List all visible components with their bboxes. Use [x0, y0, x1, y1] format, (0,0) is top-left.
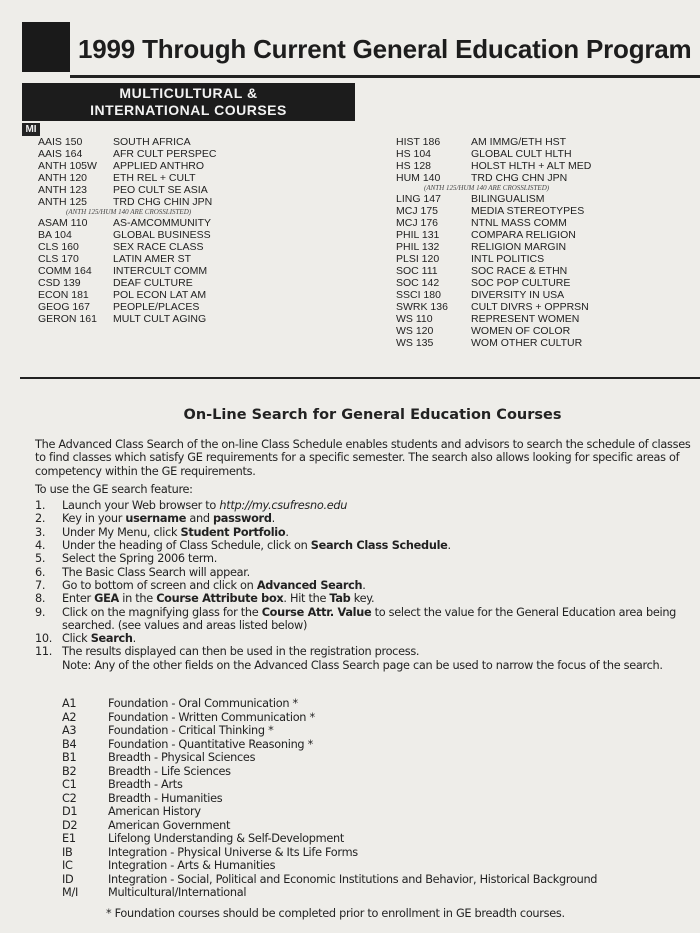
course-title: INTERCULT COMM [113, 265, 208, 277]
ge-code-row [62, 819, 597, 833]
step-item [35, 606, 700, 633]
course-code: LING 147 [396, 193, 441, 205]
ge-area-description: Foundation - Written Communication * [108, 710, 315, 724]
course-title: MEDIA STEREOTYPES [471, 205, 585, 217]
step-number: 5. [35, 552, 46, 566]
course-code: MCJ 175 [396, 205, 439, 217]
ge-area-description: Multicultural/International [108, 886, 247, 899]
course-title: GLOBAL BUSINESS [113, 229, 211, 241]
step-text-segment: Select the Spring 2006 term. [62, 552, 217, 566]
course-title: SOUTH AFRICA [113, 136, 191, 148]
section-divider [20, 377, 700, 379]
ge-code-row [62, 738, 597, 752]
course-code: ANTH 125 [38, 196, 88, 208]
ge-code-row [62, 778, 597, 792]
bold-term: username [125, 512, 187, 526]
ge-code-row [62, 846, 597, 860]
course-title: PEOPLE/PLACES [113, 301, 200, 313]
bold-term: password [213, 512, 272, 526]
course-row [396, 241, 591, 253]
ge-area-description: American Government [108, 818, 231, 832]
ge-code: D1 [62, 805, 78, 818]
step-text-segment: . [285, 525, 289, 539]
course-row [396, 325, 591, 337]
step-number: 4. [35, 539, 46, 553]
step-text-segment: Enter [62, 592, 95, 606]
step-item [35, 526, 700, 539]
crosslist-note: (ANTH 125/HUM 140 ARE CROSSLISTED) [66, 208, 192, 216]
crosslist-note: (ANTH 125/HUM 140 ARE CROSSLISTED) [424, 184, 550, 192]
course-row [396, 301, 591, 313]
ge-code-row [62, 765, 597, 779]
course-title: GLOBAL CULT HLTH [471, 148, 572, 160]
course-row [38, 229, 216, 241]
ge-code-list [62, 697, 597, 900]
step-text [62, 579, 366, 592]
step-item [35, 552, 700, 565]
step-text-segment: . [447, 539, 451, 553]
course-code: CSD 139 [38, 277, 81, 289]
lead-text: To use the GE search feature: [35, 482, 193, 496]
step-text-segment: Click [62, 632, 91, 646]
course-row [396, 253, 591, 265]
course-title: WOM OTHER CULTUR [471, 337, 583, 349]
ge-area-description: Integration - Arts & Humanities [108, 859, 276, 872]
course-title: INTL POLITICS [471, 253, 545, 265]
course-title: NTNL MASS COMM [471, 217, 567, 229]
course-title: SOC RACE & ETHN [471, 265, 568, 277]
step-item [35, 499, 700, 512]
course-code: HS 128 [396, 160, 432, 172]
course-code: HS 104 [396, 148, 432, 160]
ge-area-description: Breadth - Life Sciences [108, 764, 231, 778]
ge-code: A2 [62, 710, 77, 724]
course-title: APPLIED ANTHRO [113, 160, 205, 172]
ge-area-description: Foundation - Critical Thinking * [108, 724, 274, 737]
step-number: 2. [35, 512, 46, 526]
bold-term: Advanced Search [256, 578, 363, 592]
step-number: 9. [35, 605, 46, 619]
course-title: SOC POP CULTURE [471, 277, 571, 289]
course-code: BA 104 [38, 229, 72, 241]
course-code: SSCI 180 [396, 289, 441, 301]
bold-term: Tab [329, 592, 351, 606]
step-text-segment: Key in your [62, 512, 126, 526]
course-title: COMPARA RELIGION [471, 229, 576, 241]
step-text-segment: in the [118, 592, 157, 606]
course-row [38, 313, 216, 325]
course-title: DIVERSITY IN USA [471, 289, 565, 301]
ge-code: B2 [62, 764, 77, 778]
step-text-segment: The Basic Class Search will appear. [62, 565, 250, 579]
course-code: MCJ 176 [396, 217, 439, 229]
step-text-segment: Under the heading of Class Schedule, click on [62, 539, 311, 553]
step-number: 11. [35, 645, 53, 659]
step-item [35, 539, 700, 552]
step-text [62, 645, 419, 658]
title-rule [70, 75, 700, 78]
ge-area-description: Breadth - Arts [108, 778, 183, 791]
step-text-segment: Click on the magnifying glass for the [62, 605, 262, 619]
ge-area-description: Integration - Physical Universe & Its Life Forms [108, 845, 358, 859]
ge-code: B1 [62, 751, 77, 764]
course-code: GERON 161 [38, 313, 97, 325]
course-row [396, 205, 591, 217]
course-title: MULT CULT AGING [113, 313, 207, 325]
course-code: SOC 142 [396, 277, 440, 289]
bold-term: Search Class Schedule [310, 539, 448, 553]
ge-code-row [62, 832, 597, 846]
course-code: ECON 181 [38, 289, 89, 301]
course-code: AAIS 164 [38, 148, 83, 160]
step-text [62, 606, 700, 633]
step-text [62, 526, 289, 539]
step-number: 3. [35, 525, 46, 539]
course-code: PHIL 131 [396, 229, 440, 241]
banner-line-2: INTERNATIONAL COURSES [90, 102, 287, 118]
course-row [38, 136, 216, 148]
course-title: TRD CHG CHIN JPN [113, 196, 213, 208]
step-text-segment: . Hit the [283, 592, 330, 606]
course-code: WS 110 [396, 313, 433, 325]
ge-area-description: Lifelong Understanding & Self-Development [108, 832, 345, 845]
course-title: AFR CULT PERSPEC [113, 148, 217, 160]
course-code: ASAM 110 [38, 217, 88, 229]
course-row [38, 253, 216, 265]
course-row [38, 172, 216, 184]
course-title: AS-AMCOMMUNITY [113, 217, 211, 229]
banner-line-1: MULTICULTURAL & [119, 85, 258, 101]
search-heading: On-Line Search for General Education Courses [183, 407, 562, 423]
ge-area-description: Integration - Social, Political and Economic Institutions and Behavior, Historical Background [108, 872, 598, 886]
step-number: 7. [35, 578, 46, 592]
course-title: AM IMMG/ETH HST [471, 136, 567, 148]
course-row [38, 301, 216, 313]
ge-code-row [62, 751, 597, 765]
course-title: LATIN AMER ST [113, 253, 191, 265]
step-text [62, 512, 275, 525]
ge-code: C2 [62, 791, 77, 805]
ge-code-row [62, 792, 597, 806]
step-item [35, 632, 700, 645]
ge-code-row [62, 697, 597, 711]
course-code: PLSI 120 [396, 253, 440, 265]
step-text [62, 592, 374, 605]
ge-code: ID [62, 872, 74, 886]
course-title: HOLST HLTH + ALT MED [471, 160, 592, 172]
step-text-segment: . [132, 632, 136, 646]
bold-term: Student Portfolio [180, 525, 286, 539]
step-number: 10. [35, 632, 53, 646]
left-course-list [38, 136, 216, 325]
course-code: HUM 140 [396, 172, 441, 184]
course-title: POL ECON LAT AM [113, 289, 207, 301]
course-row [396, 277, 591, 289]
ge-code: E1 [62, 832, 76, 845]
ge-code-row [62, 724, 597, 738]
step-number: 6. [35, 565, 46, 579]
course-row [396, 160, 591, 172]
course-code: PHIL 132 [396, 241, 440, 253]
footnote: * Foundation courses should be completed prior to enrollment in GE breadth courses. [106, 907, 565, 920]
course-row [38, 289, 216, 301]
course-row [396, 289, 591, 301]
step-item [35, 592, 700, 605]
course-title: RELIGION MARGIN [471, 241, 567, 253]
ge-code: A3 [62, 724, 77, 737]
step-text-segment: . [271, 512, 275, 526]
ge-area-description: Breadth - Humanities [108, 791, 223, 805]
step-number: 1. [35, 499, 46, 513]
search-note: Note: Any of the other fields on the Advanced Class Search page can be used to narrow the focus of the search. [62, 658, 663, 672]
ge-area-description: Breadth - Physical Sciences [108, 751, 256, 764]
course-row [38, 277, 216, 289]
bold-term: Course Attribute box [156, 592, 284, 606]
step-text-segment: to select the value for the General Education area being searched. (see values and areas listed below) [62, 605, 677, 632]
course-row [396, 217, 591, 229]
course-code: ANTH 123 [38, 184, 88, 196]
course-code: GEOG 167 [38, 301, 90, 313]
course-code: SWRK 136 [396, 301, 448, 313]
url-text: http://my.csufresno.edu [219, 499, 348, 513]
course-code: HIST 186 [396, 136, 441, 148]
course-row [396, 136, 591, 148]
ge-code-row [62, 711, 597, 725]
step-item [35, 579, 700, 592]
step-text-segment: The results displayed can then be used in the registration process. [62, 645, 420, 659]
course-row [396, 172, 591, 184]
step-text-segment: Go to bottom of screen and click on [62, 578, 257, 592]
right-course-list [396, 136, 591, 349]
ge-code-row [62, 805, 597, 819]
ge-code: D2 [62, 818, 78, 832]
course-row [38, 265, 216, 277]
step-text-segment: and [186, 512, 213, 526]
ge-code: B4 [62, 737, 77, 751]
bold-term: Course Attr. Value [261, 605, 372, 619]
course-code: CLS 160 [38, 241, 79, 253]
course-title: TRD CHG CHN JPN [471, 172, 568, 184]
step-text-segment: . [362, 578, 366, 592]
course-title: CULT DIVRS + OPPRSN [471, 301, 589, 313]
course-title: DEAF CULTURE [113, 277, 193, 289]
course-row [38, 184, 216, 196]
step-text-segment: key. [350, 592, 375, 606]
ge-code: IC [62, 859, 73, 872]
course-row [396, 313, 591, 325]
course-row [396, 265, 591, 277]
course-title: PEO CULT SE ASIA [113, 184, 208, 196]
step-text-segment: Launch your Web browser to [62, 499, 220, 513]
course-code: AAIS 150 [38, 136, 83, 148]
course-row [396, 337, 591, 349]
course-row [396, 193, 591, 205]
step-text [62, 552, 217, 565]
step-item [35, 512, 700, 525]
ge-code: IB [62, 845, 73, 859]
course-title: SEX RACE CLASS [113, 241, 204, 253]
ge-code: C1 [62, 778, 77, 791]
page-title: 1999 Through Current General Education Program [78, 34, 692, 64]
course-row [38, 241, 216, 253]
course-row [38, 217, 216, 229]
step-item [35, 566, 700, 579]
course-code: CLS 170 [38, 253, 79, 265]
course-row [38, 160, 216, 172]
ge-code-row [62, 873, 597, 887]
step-number: 8. [35, 592, 46, 606]
course-title: ETH REL + CULT [113, 172, 196, 184]
course-code: ANTH 120 [38, 172, 88, 184]
ge-area-description: Foundation - Oral Communication * [108, 697, 298, 710]
ge-area-description: American History [108, 805, 201, 818]
course-code: WS 120 [396, 325, 434, 337]
ge-code: M/I [62, 886, 78, 899]
ge-code: A1 [62, 697, 77, 710]
bold-term: Search [90, 632, 133, 646]
bold-term: GEA [94, 592, 119, 606]
ge-code-row [62, 859, 597, 873]
course-code: ANTH 105W [38, 160, 97, 172]
ge-code-row [62, 886, 597, 900]
section-banner [22, 83, 355, 121]
step-item [35, 645, 700, 658]
course-code: SOC 111 [396, 265, 438, 277]
intro-paragraph: The Advanced Class Search of the on-line Class Schedule enables students and advisors to search the schedule of classes to find classes which satisfy GE requirements for a specific semester. The search also allows looking for specific areas of competency within the GE requirements. [35, 438, 691, 478]
course-row [38, 196, 216, 208]
mi-badge: MI [22, 123, 40, 136]
steps-list [35, 499, 700, 659]
step-text [62, 566, 250, 579]
course-code: WS 135 [396, 337, 434, 349]
title-block-marker [22, 22, 70, 72]
course-title: WOMEN OF COLOR [471, 325, 571, 337]
step-text [62, 632, 136, 645]
course-title: BILINGUALISM [471, 193, 545, 205]
course-row [396, 229, 591, 241]
ge-area-description: Foundation - Quantitative Reasoning * [108, 737, 313, 751]
course-row [396, 148, 591, 160]
search-instructions [35, 438, 700, 672]
course-row [38, 148, 216, 160]
course-title: REPRESENT WOMEN [471, 313, 580, 325]
step-text-segment: Under My Menu, click [62, 525, 181, 539]
course-code: COMM 164 [38, 265, 92, 277]
step-text [62, 499, 347, 512]
step-text [62, 539, 451, 552]
